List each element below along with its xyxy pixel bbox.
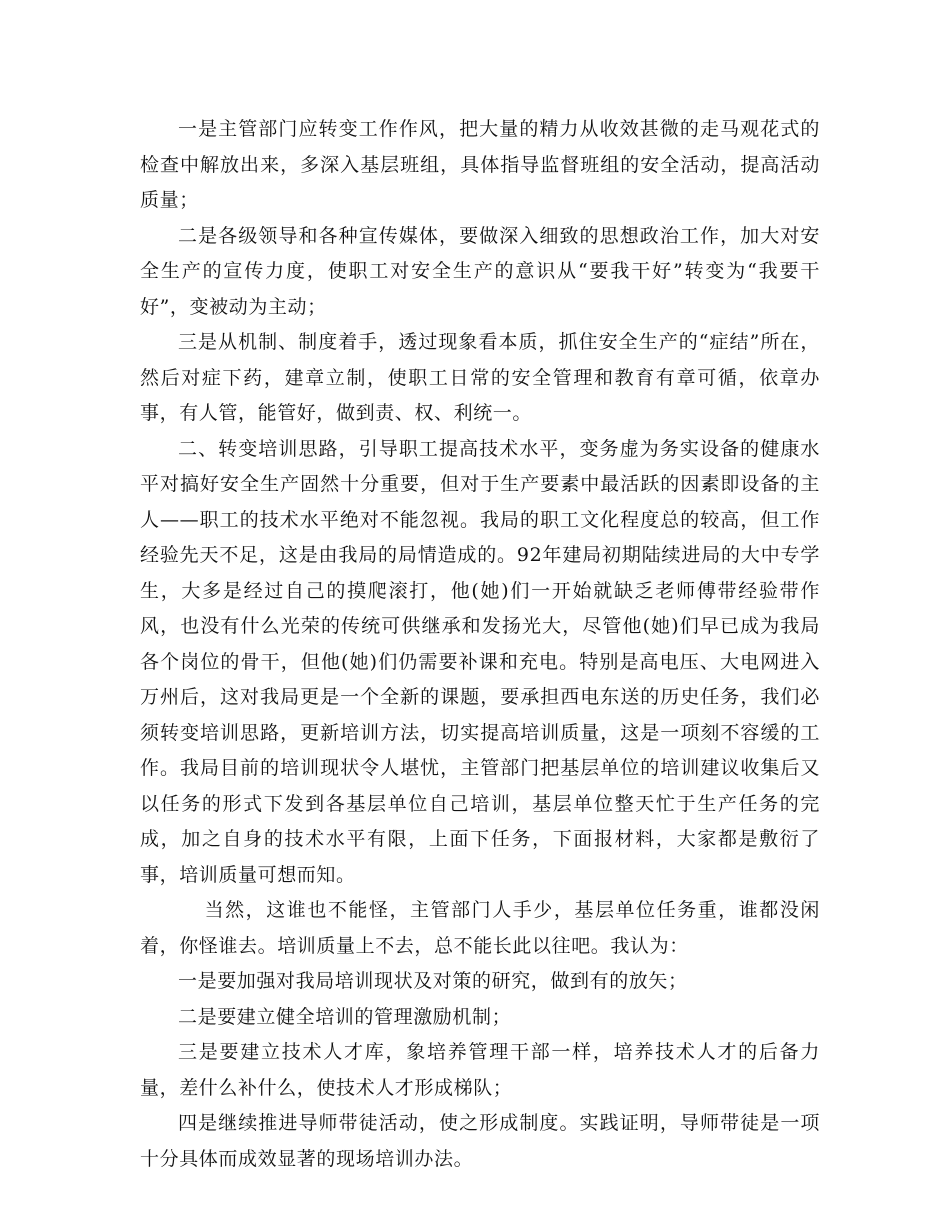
paragraph-1: 一是主管部门应转变工作作风，把大量的精力从收效甚微的走马观花式的检查中解放出来，多深入基层班组，具体指导监督班组的安全活动，提高活动质量； — [140, 118, 820, 211]
paragraph-5: 当然，这谁也不能怪，主管部门人手少，基层单位任务重，谁都没闲着，你怪谁去。培训质量上不去，总不能长此以往吧。我认为： — [140, 899, 820, 957]
paragraph-6: 一是要加强对我局培训现状及对策的研究，做到有的放矢； — [178, 970, 688, 992]
paragraph-7: 二是要建立健全培训的管理激励机制； — [178, 1005, 512, 1028]
document-body — [140, 112, 820, 1177]
paragraph-2: 二是各级领导和各种宣传媒体，要做深入细致的思想政治工作，加大对安全生产的宣传力度，使职工对安全生产的意识从“要我干好”转变为“我要干好”，变被动为主动； — [140, 224, 820, 318]
paragraph-3: 三是从机制、制度着手，透过现象看本质，抓住安全生产的“症结”所在，然后对症下药，建章立制，使职工日常的安全管理和教育有章可循，依章办事，有人管，能管好，做到责、权、利统一。 — [140, 331, 820, 424]
paragraph-4: 二、转变培训思路，引导职工提高技术水平，变务虚为务实设备的健康水平对搞好安全生产固然十分重要，但对于生产要素中最活跃的因素即设备的主人——职工的技术水平绝对不能忽视。我局的职工文化程度总的较高，但工作经验先天不足，这是由我局的局情造成的。92年建局初期陆续进局的大中专学生，大多是经过自己的摸爬滚打，他(她)们一开始就缺乏老师傅带经验带作风，也没有什么光荣的传统可供继承和发扬光大，尽管他(她)们早已成为我局各个岗位的骨干，但他(她)们仍需要补课和充电。特别是高电压、大电网进入万州后，这对我局更是一个全新的课题，要承担西电东送的历史任务，我们必须转变培训思路，更新培训方法，切实提高培训质量，这是一项刻不容缓的工作。我局目前的培训现状令人堪忧，主管部门把基层单位的培训建议收集后又以任务的形式下发到各基层单位自己培训，基层单位整天忙于生产任务的完成，加之自身的技术水平有限，上面下任务，下面报材料，大家都是敷衍了事，培训质量可想而知。 — [140, 437, 820, 886]
paragraph-8: 三是要建立技术人才库，象培养管理干部一样，培养技术人才的后备力量，差什么补什么，使技术人才形成梯队； — [140, 1041, 820, 1099]
paragraph-9: 四是继续推进导师带徒活动，使之形成制度。实践证明，导师带徒是一项十分具体而成效显著的现场培训办法。 — [140, 1112, 820, 1170]
